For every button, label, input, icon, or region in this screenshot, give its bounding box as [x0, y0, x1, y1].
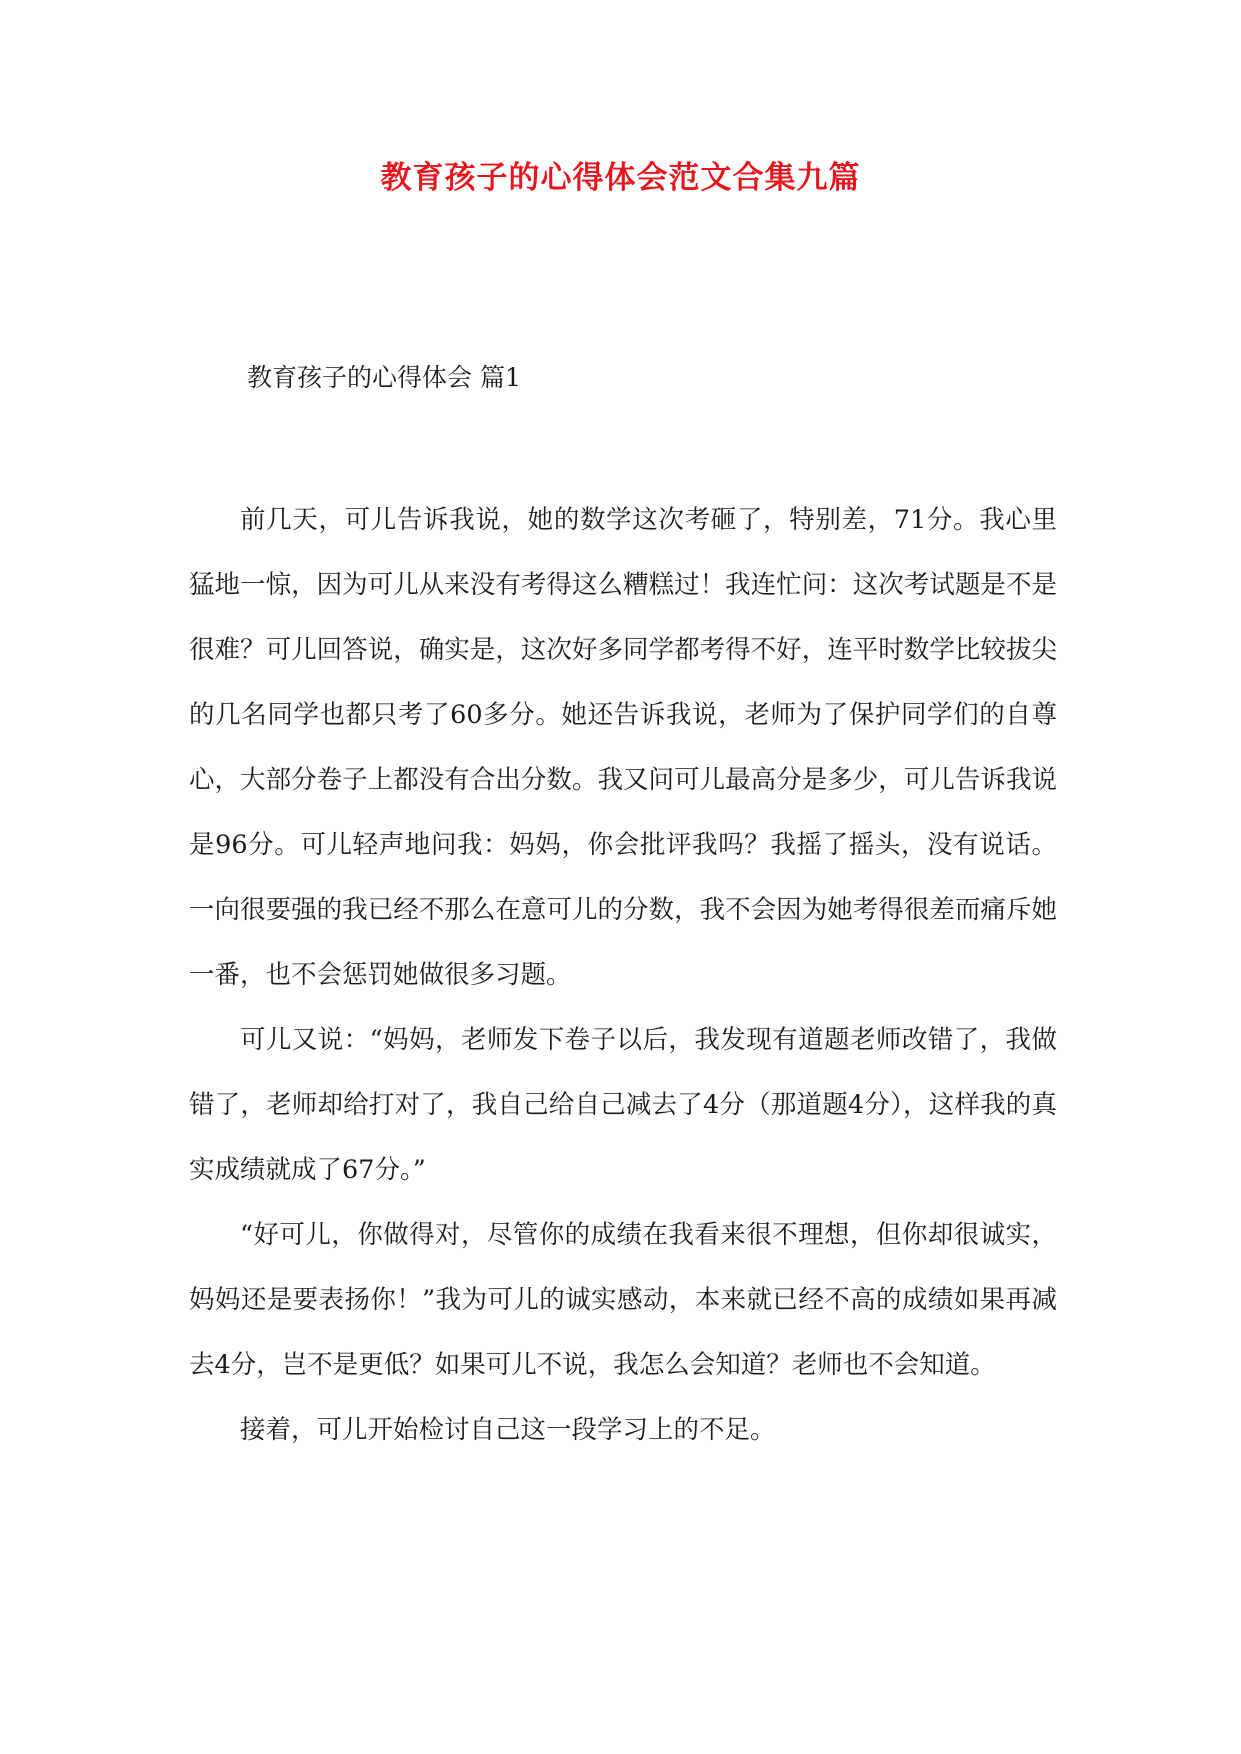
paragraph: 接着，可儿开始检讨自己这一段学习上的不足。 [240, 1415, 776, 1445]
document-body [189, 488, 1057, 1463]
paragraph: 可儿又说：“妈妈，老师发下卷子以后，我发现有道题老师改错了，我做错了，老师却给打对了，我自己给自己减去了4分（那道题4分），这样我的真实成绩就成了67分。” [189, 1025, 1057, 1185]
paragraph: “好可儿，你做得对，尽管你的成绩在我看来很不理想，但你却很诚实，妈妈还是要表扬你！”我为可儿的诚实感动，本来就已经不高的成绩如果再减去4分，岂不是更低？如果可儿不说，我怎么会知道？老师也不会知道。 [189, 1220, 1057, 1380]
section-heading: 教育孩子的心得体会 篇1 [247, 363, 521, 392]
paragraph: 前几天，可儿告诉我说，她的数学这次考砸了，特别差，71分。我心里猛地一惊，因为可儿从来没有考得这么糟糕过！我连忙问：这次考试题是不是很难？可儿回答说，确实是，这次好多同学都考得不好，连平时数学比较拔尖的几名同学也都只考了60多分。她还告诉我说，老师为了保护同学们的自尊心，大部分卷子上都没有合出分数。我又问可儿最高分是多少，可儿告诉我说是96分。可儿轻声地问我：妈妈，你会批评我吗？我摇了摇头，没有说话。一向很要强的我已经不那么在意可儿的分数，我不会因为她考得很差而痛斥她一番，也不会惩罚她做很多习题。 [189, 505, 1057, 990]
document-title: 教育孩子的心得体会范文合集九篇 [380, 160, 861, 196]
